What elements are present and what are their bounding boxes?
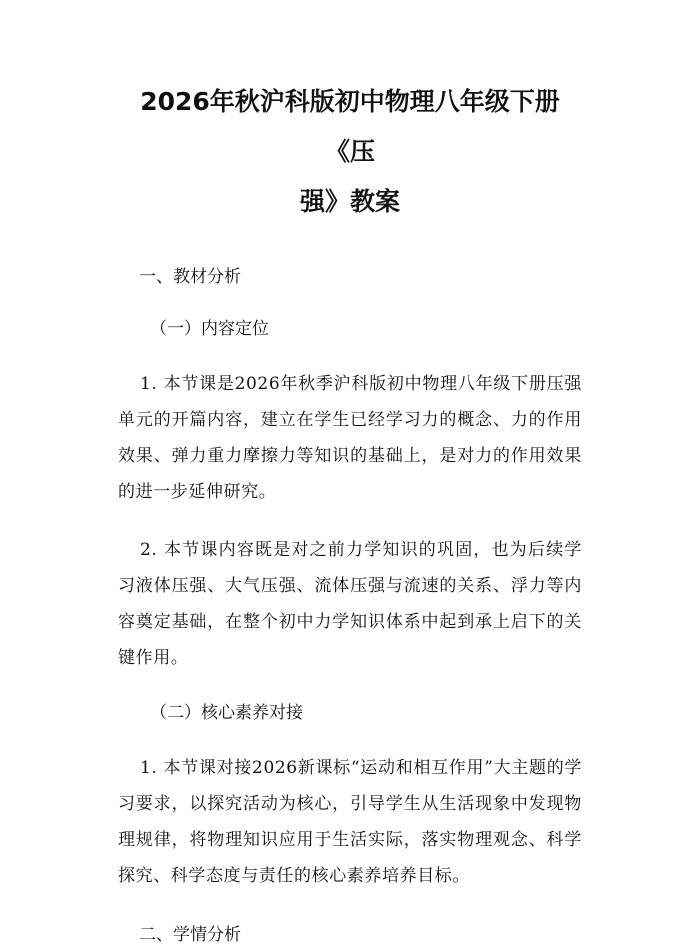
document-title — [118, 0, 582, 227]
section-heading-student-analysis: 二、学情分析 — [139, 925, 241, 945]
title-line-1: 2026年秋沪科版初中物理八年级下册《压 — [140, 87, 560, 166]
subsection-heading-content-positioning: （一）内容定位 — [150, 319, 269, 339]
paragraph-1: 1. 本节课是2026年秋季沪科版初中物理八年级下册压强单元的开篇内容，建立在学生已经学习力的概念、力的作用效果、弹力重力摩擦力等知识的基础上，是对力的作用效果的进一步延伸研究。 — [118, 374, 582, 502]
paragraph-3: 1. 本节课对接2026新课标“运动和相互作用”大主题的学习要求，以探究活动为核心，引导学生从生活现象中发现物理规律，将物理知识应用于生活实际，落实物理观念、科学探究、科学态度与责任的核心素养培养目标。 — [118, 758, 582, 886]
paragraph-2: 2. 本节课内容既是对之前力学知识的巩固，也为后续学习液体压强、大气压强、流体压强与流速的关系、浮力等内容奠定基础，在整个初中力学知识体系中起到承上启下的关键作用。 — [118, 540, 582, 668]
subsection-heading-core-literacy: （二）核心素养对接 — [150, 703, 303, 723]
section-heading-textbook-analysis: 一、教材分析 — [139, 267, 241, 287]
title-line-2: 强》教案 — [299, 187, 400, 216]
